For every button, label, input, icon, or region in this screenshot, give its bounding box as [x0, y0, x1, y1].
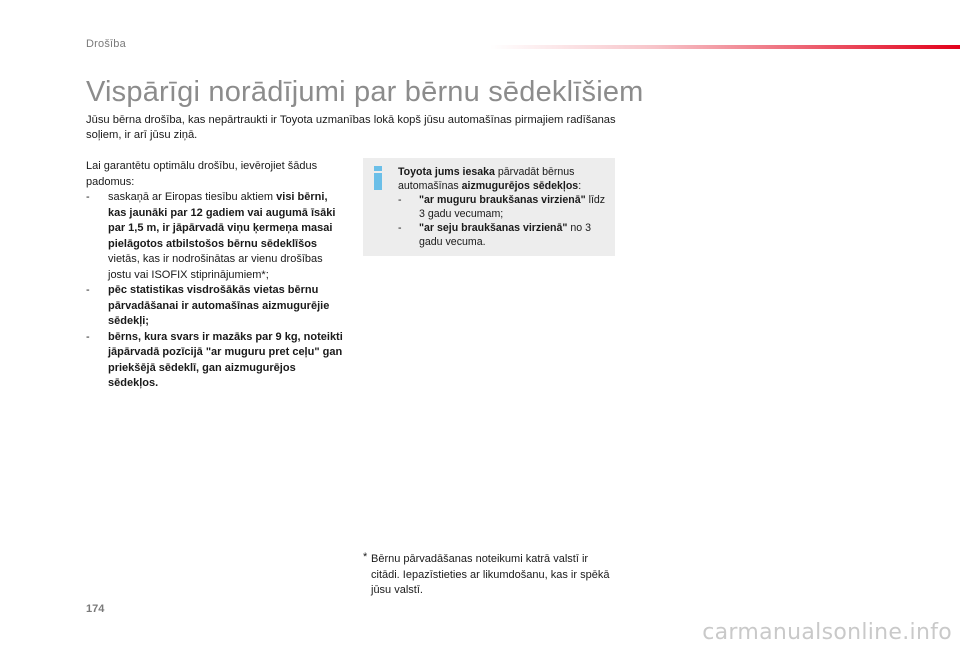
list-dash: - [86, 191, 90, 203]
list-item-text: līdz 3 gadu vecumam; [419, 194, 606, 220]
list-dash: - [398, 222, 402, 234]
watermark: carmanualsonline.info [702, 620, 952, 645]
list-dash: - [86, 330, 90, 343]
footnote-marker: * [363, 551, 368, 563]
header-accent-bar [490, 45, 960, 49]
list-dash: - [86, 284, 90, 296]
list-item-bold: pēc statistikas visdrošākās vietas bērnu pārvadāšanai ir automašīnas aizmugurējie sēdekļi; [108, 284, 330, 327]
safety-advice-column [86, 159, 348, 392]
list-item [398, 193, 613, 221]
intro-paragraph: Jūsu bērna drošība, kas nepārtraukti ir Toyota uzmanības lokā kopš jūsu automašīnas pirmajiem radīšanas soļiem, ir arī jūsu ziņā. [86, 114, 616, 141]
recommendation-box [363, 158, 615, 256]
list-item-bold: "ar seju braukšanas virzienā" [419, 222, 568, 234]
info-icon [373, 166, 383, 190]
footnote-text: Bērnu pārvadāšanas noteikumi katrā valstī ir citādi. Iepazīstieties ar likumdošanu, kas ir spēkā jūsu valstī. [371, 553, 610, 596]
section-label: Drošība [86, 38, 126, 50]
recommendation-lead: Toyota jums iesaka pārvadāt bērnus automašīnas aizmugurējos sēdekļos: [398, 166, 582, 192]
list-item-text: saskaņā ar Eiropas tiesību aktiem [108, 191, 277, 203]
list-item [86, 190, 348, 283]
list-dash: - [398, 194, 402, 206]
list-item-bold: "ar muguru braukšanas virzienā" [419, 194, 586, 206]
recommendation-text [398, 165, 613, 249]
list-item-text: no 3 gadu vecuma. [419, 222, 591, 248]
page-title: Vispārīgi norādījumi par bērnu sēdeklīšiem [86, 76, 644, 108]
page-number: 174 [86, 603, 105, 615]
list-item-text: vietās, kas ir nodrošinātas ar vienu drošības jostu vai ISOFIX stiprinājumiem*; [108, 253, 323, 281]
footnote [363, 552, 618, 599]
recommendation-list [398, 193, 613, 249]
list-item-bold: bērns, kura svars ir mazāks par 9 kg, noteikti jāpārvadā pozīcijā "ar muguru pret ceļu" gan priekšējā sēdeklī, gan aizmugurējos sēdekļos. [108, 330, 343, 389]
list-item [86, 330, 348, 392]
list-item-bold: visi bērni, kas jaunāki par 12 gadiem vai augumā īsāki par 1,5 m, ir jāpārvadā viņu ķermeņa masai pielāgotos atbilstošos bērnu sēdeklīšos [108, 191, 336, 250]
advice-list [86, 190, 348, 392]
advice-lead: Lai garantētu optimālu drošību, ievērojiet šādus padomus: [86, 160, 318, 188]
list-item [398, 221, 613, 249]
list-item [86, 283, 348, 330]
